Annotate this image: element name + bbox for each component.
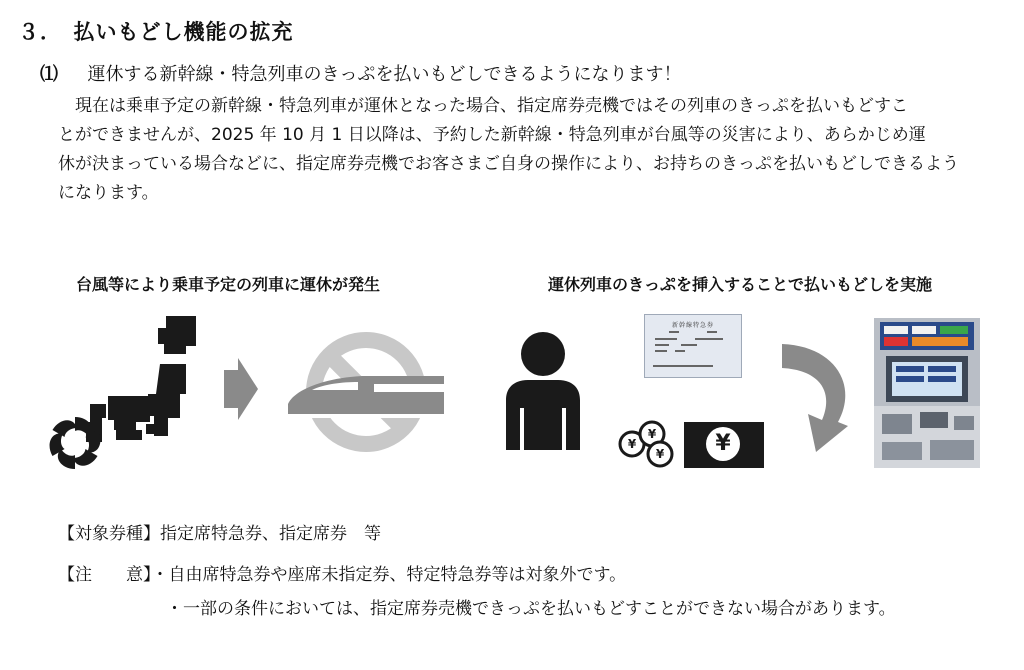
- section-heading: ３． 払いもどし機能の拡充: [18, 20, 294, 44]
- curved-arrow-icon: [776, 330, 856, 462]
- paragraph-line: になります。: [58, 183, 159, 203]
- svg-text:¥: ¥: [627, 437, 637, 451]
- ticket-machine-icon: [874, 318, 980, 468]
- prohibited-train-icon: [284, 330, 448, 454]
- subheading: [40, 60, 681, 86]
- svg-text:¥: ¥: [647, 427, 657, 441]
- arrow-right-icon: [224, 358, 258, 420]
- right-caption: 運休列車のきっぷを挿入することで払いもどしを実施: [548, 275, 933, 294]
- left-caption: 台風等により乗車予定の列車に運休が発生: [76, 275, 381, 294]
- banknote-icon: [684, 422, 764, 468]
- paragraph-line: とができませんが、2025 年 10 月 1 日以降は、予約した新幹線・特急列車が台風等の災害により、あらかじめ運: [58, 125, 926, 145]
- yen-symbol: ¥: [706, 427, 740, 461]
- body-paragraph: [58, 92, 998, 208]
- ticket-title: 新幹線特急券: [671, 322, 714, 329]
- svg-text:¥: ¥: [655, 447, 665, 461]
- ticket-icon: [644, 314, 742, 378]
- paragraph-line: 休が決まっている場合などに、指定席券売機でお客さまご自身の操作により、お持ちのきっぷを払いもどしできるよう: [58, 154, 959, 174]
- subheading-number: ⑴: [40, 64, 58, 85]
- typhoon-icon: [46, 414, 104, 472]
- caution-note: 【注 意】・自由席特急券や座席未指定券、特定特急券等は対象外です。: [58, 565, 627, 585]
- coins-icon: [618, 420, 680, 470]
- caution-note-2: ・一部の条件においては、指定席券売機できっぷを払いもどすことができない場合があります。: [166, 599, 896, 619]
- paragraph-line: 現在は乗車予定の新幹線・特急列車が運休となった場合、指定席券売機ではその列車のきっぷを払いもどすこ: [58, 96, 908, 116]
- subheading-text: 運休する新幹線・特急列車のきっぷを払いもどしできるようになります！: [87, 64, 682, 85]
- person-icon: [500, 330, 586, 450]
- target-tickets-note: 【対象券種】指定席特急券、指定席券 等: [58, 524, 381, 544]
